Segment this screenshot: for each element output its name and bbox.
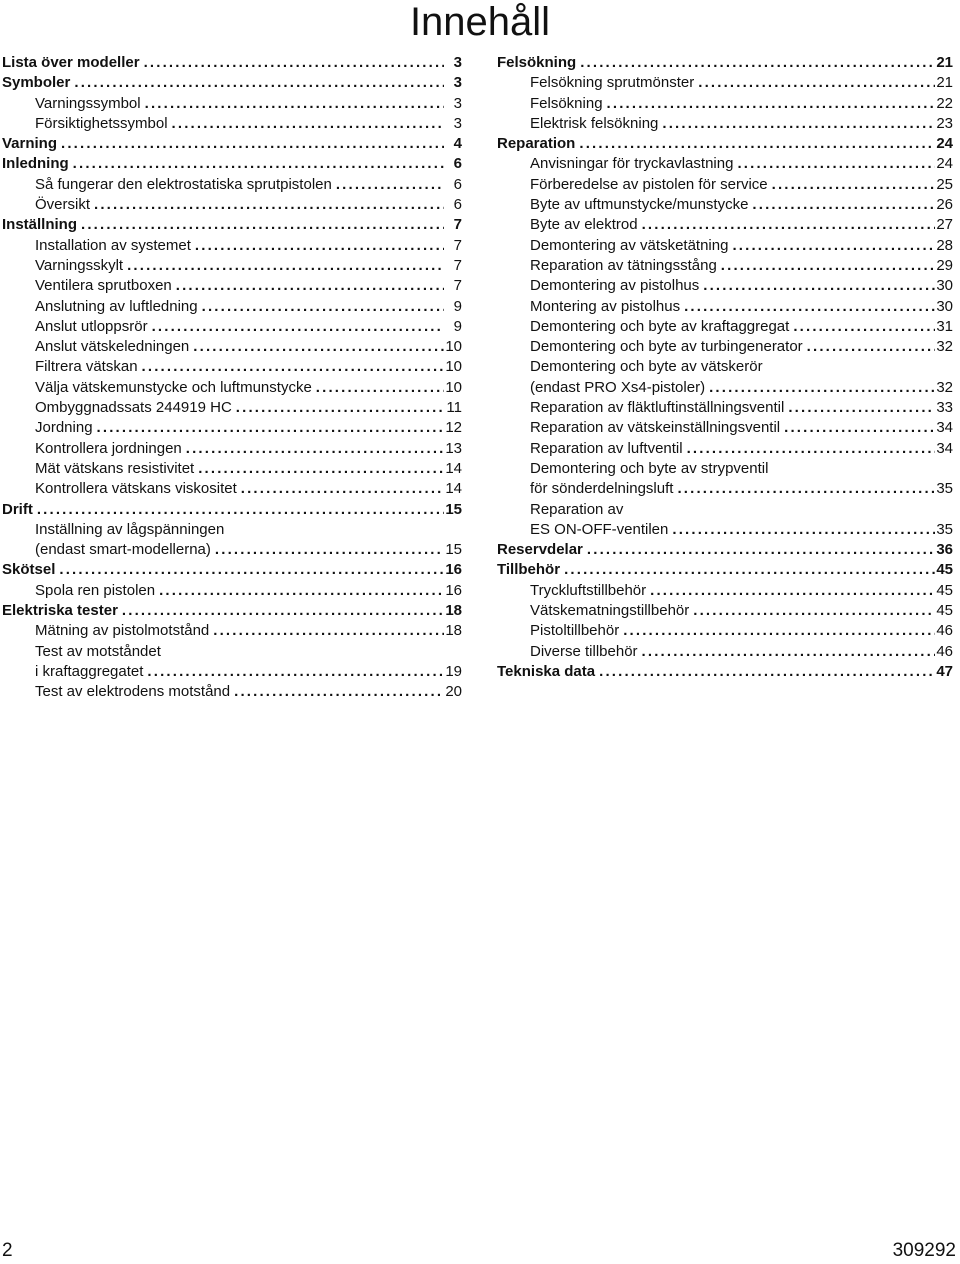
- toc-entry[interactable]: [497, 337, 953, 357]
- toc-entry-label: Tillbehör: [497, 561, 561, 579]
- toc-entry-page: 3: [453, 74, 462, 92]
- toc-entry-label: Felsökning: [497, 54, 577, 71]
- toc-entry[interactable]: [2, 337, 462, 357]
- toc-leader-dots: [138, 357, 444, 377]
- toc-entry-label: (endast smart-modellerna): [35, 541, 211, 559]
- toc-entry-page: 33: [936, 399, 953, 417]
- toc-entry[interactable]: [497, 662, 953, 682]
- toc-leader-dots: [237, 479, 444, 499]
- toc-entry-label: Felsökning: [530, 94, 603, 112]
- toc-entry[interactable]: [2, 94, 462, 114]
- toc-entry-page: 45: [936, 581, 953, 599]
- toc-entry-label: Reparation av tätningsstång: [530, 256, 717, 274]
- toc-leader-dots: [194, 459, 444, 479]
- toc-entry[interactable]: [2, 256, 462, 276]
- toc-leader-dots: [155, 581, 444, 601]
- toc-entry-label: Tryckluftstillbehör: [530, 581, 647, 599]
- toc-entry-page: 32: [936, 338, 953, 356]
- toc-entry-page: 23: [936, 114, 953, 132]
- toc-entry[interactable]: [2, 682, 462, 702]
- toc-entry[interactable]: [497, 357, 953, 377]
- toc-entry[interactable]: [2, 560, 462, 580]
- toc-leader-dots: [230, 682, 444, 702]
- toc-entry[interactable]: [497, 439, 953, 459]
- toc-entry-page: 9: [453, 297, 462, 315]
- toc-leader-dots: [172, 276, 444, 296]
- toc-leader-dots: [123, 256, 444, 276]
- toc-leader-dots: [148, 317, 444, 337]
- toc-entry[interactable]: [2, 479, 462, 499]
- toc-entry-label: Så fungerar den elektrostatiska sprutpistolen: [35, 175, 332, 193]
- toc-right-column: [497, 53, 953, 682]
- toc-entry[interactable]: [2, 297, 462, 317]
- toc-leader-dots: [619, 621, 935, 641]
- toc-entry-label: Reservdelar: [497, 541, 583, 559]
- toc-entry-label: Installation av systemet: [35, 236, 191, 254]
- toc-entry-page: 9: [453, 317, 462, 335]
- toc-entry[interactable]: [2, 459, 462, 479]
- toc-entry-label: Reparation: [497, 135, 576, 153]
- document-number: 309292: [892, 1240, 956, 1261]
- toc-leader-dots: [595, 662, 935, 682]
- toc-entry[interactable]: [2, 581, 462, 601]
- toc-entry[interactable]: [497, 53, 953, 73]
- toc-entry-page: 7: [453, 277, 462, 295]
- toc-leader-dots: [93, 418, 444, 438]
- toc-entry-page: 6: [453, 175, 462, 193]
- toc-leader-dots: [784, 398, 935, 418]
- toc-leader-dots: [733, 154, 935, 174]
- toc-entry-page: 14: [445, 480, 462, 498]
- toc-entry-label: Reparation av: [530, 500, 624, 518]
- toc-entry-page: 21: [936, 74, 953, 92]
- toc-entry-label: Demontering av vätsketätning: [530, 236, 729, 254]
- toc-entry[interactable]: [2, 601, 462, 621]
- toc-entry-label: Symboler: [2, 74, 71, 92]
- toc-entry-page: 34: [936, 439, 953, 457]
- toc-leader-dots: [583, 540, 935, 560]
- toc-leader-dots: [191, 236, 444, 256]
- toc-entry[interactable]: [2, 662, 462, 682]
- toc-entry-page: 16: [445, 561, 462, 579]
- page-title: Innehåll: [409, 0, 551, 44]
- toc-entry-label: Elektrisk felsökning: [530, 114, 659, 132]
- toc-entry-page: 45: [936, 561, 953, 579]
- toc-leader-dots: [575, 134, 935, 154]
- toc-entry-page: 19: [445, 662, 462, 680]
- toc-leader-dots: [332, 175, 444, 195]
- toc-leader-dots: [57, 134, 444, 154]
- toc-leader-dots: [140, 53, 444, 73]
- toc-entry-page: 18: [445, 602, 462, 620]
- toc-entry-label: Diverse tillbehör: [530, 642, 638, 660]
- toc-leader-dots: [768, 175, 935, 195]
- toc-entry-label: Ombyggnadssats 244919 HC: [35, 399, 232, 417]
- toc-entry[interactable]: [497, 317, 953, 337]
- toc-entry[interactable]: [2, 621, 462, 641]
- toc-entry-label: Anvisningar för tryckavlastning: [530, 155, 734, 173]
- toc-leader-dots: [141, 94, 444, 114]
- toc-leader-dots: [211, 540, 444, 560]
- toc-entry-label: Spola ren pistolen: [35, 581, 156, 599]
- toc-entry-label: Demontering och byte av kraftaggregat: [530, 317, 790, 335]
- toc-leader-dots: [646, 581, 935, 601]
- toc-entry-page: 10: [445, 358, 462, 376]
- toc-entry-page: 3: [453, 114, 462, 132]
- toc-leader-dots: [668, 520, 935, 540]
- toc-entry-label: Ventilera sprutboxen: [35, 277, 172, 295]
- toc-entry[interactable]: [497, 540, 953, 560]
- toc-entry-label: Test av motståndet: [35, 642, 161, 660]
- toc-entry[interactable]: [497, 418, 953, 438]
- toc-entry[interactable]: [2, 53, 462, 73]
- toc-leader-dots: [33, 500, 444, 520]
- toc-leader-dots: [780, 418, 935, 438]
- toc-entry-page: 30: [936, 277, 953, 295]
- toc-leader-dots: [55, 560, 444, 580]
- toc-entry[interactable]: [2, 134, 462, 154]
- toc-entry-page: 29: [936, 256, 953, 274]
- toc-left-column: [2, 53, 462, 703]
- toc-leader-dots: [312, 378, 444, 398]
- toc-leader-dots: [69, 154, 444, 174]
- toc-entry[interactable]: [2, 357, 462, 377]
- toc-entry[interactable]: [497, 500, 953, 520]
- toc-leader-dots: [603, 94, 935, 114]
- toc-entry-label: Översikt: [35, 196, 91, 214]
- toc-entry-page: 46: [936, 622, 953, 640]
- toc-leader-dots: [728, 236, 935, 256]
- toc-entry-page: 12: [445, 419, 462, 437]
- toc-entry-label: Vätskematningstillbehör: [530, 602, 690, 620]
- toc-entry[interactable]: [2, 642, 462, 662]
- toc-entry-label: Inledning: [2, 155, 69, 173]
- toc-leader-dots: [70, 73, 444, 93]
- toc-entry-page: 11: [446, 399, 462, 417]
- toc-entry-label: Inställning av lågspänningen: [35, 520, 225, 538]
- toc-entry-page: 16: [445, 581, 462, 599]
- toc-entry[interactable]: [497, 642, 953, 662]
- toc-entry[interactable]: [2, 276, 462, 296]
- toc-leader-dots: [638, 642, 935, 662]
- toc-entry[interactable]: [497, 560, 953, 580]
- toc-entry-label: ES ON-OFF-ventilen: [530, 520, 669, 538]
- toc-entry[interactable]: [497, 520, 953, 540]
- toc-leader-dots: [658, 114, 935, 134]
- toc-entry-page: 10: [445, 378, 462, 396]
- toc-entry-label: Tekniska data: [497, 662, 596, 680]
- toc-leader-dots: [683, 439, 935, 459]
- toc-entry-page: 13: [445, 439, 462, 457]
- toc-entry[interactable]: [2, 114, 462, 134]
- toc-entry[interactable]: [2, 317, 462, 337]
- toc-entry-page: 7: [453, 236, 462, 254]
- toc-entry-label: Varningssymbol: [35, 94, 141, 112]
- toc-entry[interactable]: [2, 520, 462, 540]
- toc-entry[interactable]: [497, 276, 953, 296]
- toc-entry[interactable]: [2, 439, 462, 459]
- toc-entry-page: 18: [445, 622, 462, 640]
- toc-entry-label: Varning: [2, 135, 58, 153]
- page-number: 2: [2, 1240, 13, 1261]
- toc-leader-dots: [694, 73, 935, 93]
- toc-entry[interactable]: [497, 134, 953, 154]
- toc-entry-label: Jordning: [35, 419, 93, 437]
- toc-leader-dots: [232, 398, 444, 418]
- toc-entry-page: 24: [936, 135, 953, 153]
- toc-entry-page: 3: [453, 54, 462, 71]
- toc-entry-page: 36: [936, 541, 953, 559]
- toc-entry-page: 14: [445, 459, 462, 477]
- toc-entry-page: 6: [453, 155, 462, 173]
- toc-entry[interactable]: [2, 500, 462, 520]
- toc-entry[interactable]: [497, 215, 953, 235]
- toc-leader-dots: [705, 378, 935, 398]
- toc-entry-label: Byte av uftmunstycke/munstycke: [530, 196, 749, 214]
- toc-entry-label: Kontrollera vätskans viskositet: [35, 480, 237, 498]
- toc-entry-page: 15: [445, 500, 462, 518]
- toc-entry-page: 4: [453, 135, 462, 153]
- toc-entry-label: Demontering och byte av strypventil: [530, 459, 769, 477]
- toc-leader-dots: [198, 297, 444, 317]
- toc-entry-label: Reparation av fläktluftinställningsventil: [530, 399, 785, 417]
- toc-entry-label: Reparation av luftventil: [530, 439, 683, 457]
- toc-entry[interactable]: [497, 236, 953, 256]
- toc-leader-dots: [789, 317, 935, 337]
- toc-entry-page: 26: [936, 196, 953, 214]
- toc-entry[interactable]: [497, 581, 953, 601]
- toc-leader-dots: [673, 479, 935, 499]
- toc-leader-dots: [189, 337, 444, 357]
- toc-entry-page: 30: [936, 297, 953, 315]
- toc-leader-dots: [143, 662, 444, 682]
- toc-entry-label: Reparation av vätskeinställningsventil: [530, 419, 781, 437]
- toc-leader-dots: [77, 215, 444, 235]
- toc-leader-dots: [803, 337, 935, 357]
- toc-entry[interactable]: [497, 479, 953, 499]
- toc-entry-page: 35: [936, 480, 953, 498]
- toc-entry-page: 6: [453, 196, 462, 214]
- toc-entry[interactable]: [2, 175, 462, 195]
- toc-entry[interactable]: [497, 73, 953, 93]
- toc-entry-page: 32: [936, 378, 953, 396]
- toc-entry[interactable]: [497, 195, 953, 215]
- toc-entry[interactable]: [497, 297, 953, 317]
- toc-entry-label: Elektriska tester: [2, 602, 118, 620]
- toc-entry-label: Felsökning sprutmönster: [530, 74, 695, 92]
- toc-leader-dots: [680, 297, 935, 317]
- toc-entry-page: 46: [936, 642, 953, 660]
- toc-entry[interactable]: [2, 73, 462, 93]
- toc-entry-label: Demontering av pistolhus: [530, 277, 700, 295]
- toc-entry-label: Drift: [2, 500, 33, 518]
- toc-leader-dots: [560, 560, 935, 580]
- toc-entry-page: 3: [453, 94, 462, 112]
- toc-leader-dots: [689, 601, 935, 621]
- toc-entry[interactable]: [2, 378, 462, 398]
- toc-entry[interactable]: [497, 621, 953, 641]
- toc-entry-label: Välja vätskemunstycke och luftmunstycke: [35, 378, 312, 396]
- toc-entry-label: (endast PRO Xs4-pistoler): [530, 378, 706, 396]
- toc-entry-label: Skötsel: [2, 561, 56, 579]
- toc-entry[interactable]: [497, 459, 953, 479]
- toc-entry-label: i kraftaggregatet: [35, 662, 144, 680]
- toc-entry-label: Varningsskylt: [35, 256, 124, 274]
- toc-leader-dots: [748, 195, 935, 215]
- toc-entry[interactable]: [497, 256, 953, 276]
- toc-entry[interactable]: [2, 418, 462, 438]
- toc-entry-label: Kontrollera jordningen: [35, 439, 182, 457]
- toc-entry[interactable]: [497, 601, 953, 621]
- toc-entry[interactable]: [2, 215, 462, 235]
- toc-entry-label: för sönderdelningsluft: [530, 480, 674, 498]
- toc-entry-label: Pistoltillbehör: [530, 622, 620, 640]
- toc-entry-label: Montering av pistolhus: [530, 297, 681, 315]
- toc-entry[interactable]: [497, 94, 953, 114]
- toc-entry-label: Demontering och byte av turbingenerator: [530, 338, 803, 356]
- toc-leader-dots: [717, 256, 935, 276]
- toc-leader-dots: [576, 53, 935, 73]
- toc-entry-page: 47: [936, 662, 953, 680]
- toc-entry-label: Mätning av pistolmotstånd: [35, 622, 210, 640]
- toc-entry-label: Demontering och byte av vätskerör: [530, 358, 763, 376]
- toc-entry-label: Anslut vätskeledningen: [35, 338, 190, 356]
- toc-entry-label: Byte av elektrod: [530, 216, 638, 234]
- toc-entry-page: 22: [936, 94, 953, 112]
- toc-leader-dots: [90, 195, 444, 215]
- toc-entry-label: Inställning: [2, 216, 77, 234]
- toc-entry[interactable]: [497, 175, 953, 195]
- toc-leader-dots: [118, 601, 444, 621]
- toc-leader-dots: [699, 276, 935, 296]
- toc-entry-page: 15: [445, 541, 462, 559]
- toc-entry-page: 24: [936, 155, 953, 173]
- toc-entry-page: 21: [936, 54, 953, 71]
- toc-entry-page: 20: [445, 683, 462, 701]
- toc-entry-label: Test av elektrodens motstånd: [35, 683, 231, 701]
- toc-entry-page: 28: [936, 236, 953, 254]
- toc-entry[interactable]: [2, 236, 462, 256]
- toc-entry-page: 27: [936, 216, 953, 234]
- toc-leader-dots: [168, 114, 444, 134]
- toc-entry[interactable]: [497, 154, 953, 174]
- toc-entry[interactable]: [497, 114, 953, 134]
- toc-entry-page: 35: [936, 520, 953, 538]
- toc-entry-page: 45: [936, 602, 953, 620]
- toc-entry-label: Mät vätskans resistivitet: [35, 459, 195, 477]
- toc-entry-label: Anslutning av luftledning: [35, 297, 198, 315]
- toc-entry[interactable]: [2, 195, 462, 215]
- toc-entry-page: 7: [453, 256, 462, 274]
- toc-leader-dots: [638, 215, 935, 235]
- toc-leader-dots: [209, 621, 444, 641]
- toc-entry-label: Anslut utloppsrör: [35, 317, 148, 335]
- toc-entry-page: 34: [936, 419, 953, 437]
- toc-entry-page: 31: [936, 317, 953, 335]
- toc-entry[interactable]: [2, 540, 462, 560]
- toc-entry[interactable]: [497, 378, 953, 398]
- toc-entry[interactable]: [2, 398, 462, 418]
- toc-entry[interactable]: [497, 398, 953, 418]
- toc-entry-label: Lista över modeller: [2, 54, 140, 71]
- toc-entry-label: Förberedelse av pistolen för service: [530, 175, 768, 193]
- toc-entry[interactable]: [2, 154, 462, 174]
- toc-entry-label: Försiktighetssymbol: [35, 114, 168, 132]
- toc-entry-label: Filtrera vätskan: [35, 358, 138, 376]
- toc-entry-page: 10: [445, 338, 462, 356]
- toc-entry-page: 7: [453, 216, 462, 234]
- toc-leader-dots: [182, 439, 444, 459]
- toc-entry-page: 25: [936, 175, 953, 193]
